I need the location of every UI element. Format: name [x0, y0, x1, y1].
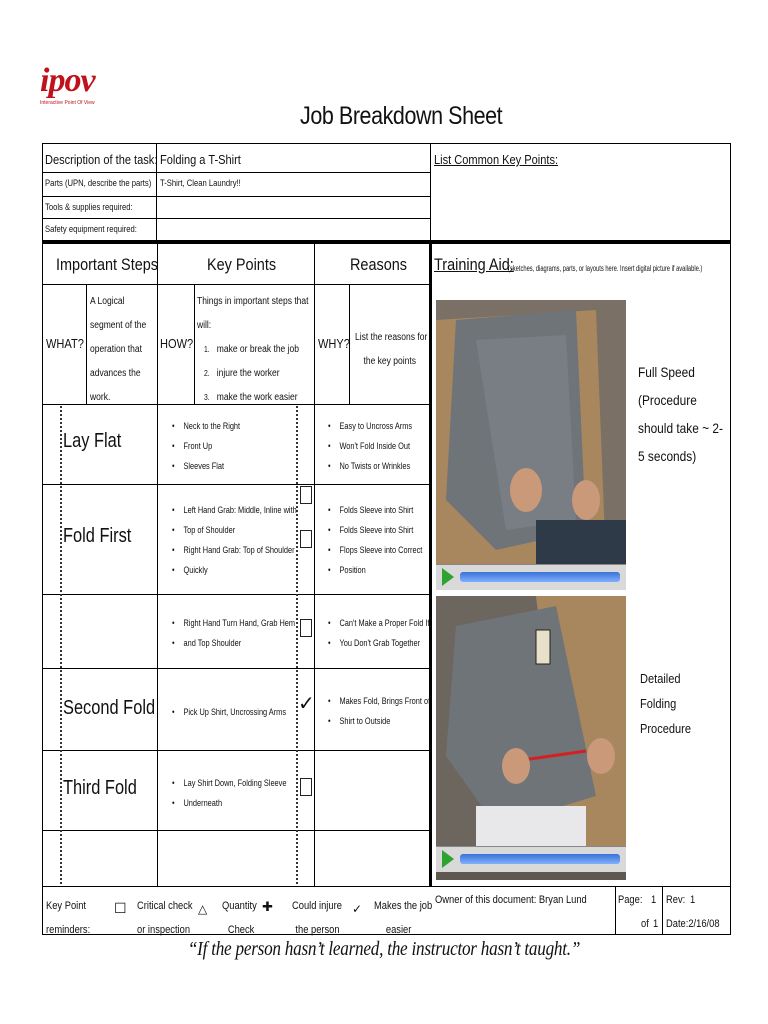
- tools-label: Tools & supplies required:: [45, 202, 133, 212]
- page-total: 1: [653, 918, 659, 930]
- page-title: Job Breakdown Sheet: [300, 102, 503, 130]
- step-name: Fold First: [63, 525, 132, 547]
- reason-continued: [328, 711, 430, 731]
- how-item-num: 3.: [204, 393, 210, 402]
- quantity-line: Check: [227, 924, 255, 936]
- logo-mark: ipov: [40, 62, 95, 99]
- ipov-logo: [40, 62, 95, 126]
- grid-line: [42, 143, 731, 144]
- parts-value: T-Shirt, Clean Laundry!!: [160, 178, 241, 188]
- critical-line: Critical check: [137, 900, 193, 912]
- makes-easier-label: [374, 894, 432, 942]
- task-description-label: Description of the task:: [45, 152, 158, 167]
- key-point: • Front Up: [172, 436, 240, 456]
- step-name: Third Fold: [63, 777, 137, 799]
- page-number: 1: [651, 894, 657, 906]
- reminders-line: reminders:: [46, 924, 91, 936]
- key-points-header: Key Points: [207, 255, 277, 274]
- rev-label: Rev:: [666, 894, 686, 906]
- play-icon[interactable]: [442, 850, 454, 868]
- quantity-check-label: [222, 894, 257, 942]
- key-points-list: [172, 773, 286, 813]
- video-full-speed[interactable]: [436, 300, 626, 590]
- how-item-text: make or break the job: [216, 344, 299, 355]
- reasons-header: Reasons: [350, 255, 408, 274]
- key-point-continued-text: Underneath: [183, 798, 223, 808]
- reason-continued: [328, 633, 430, 653]
- footer-quote: “If the person hasn’t learned, the instructor hasn’t taught.”: [187, 938, 581, 960]
- reason-continued-text: Position: [339, 565, 366, 575]
- why-desc-line: the key points: [363, 356, 416, 367]
- grid-line: [42, 284, 430, 285]
- grid-line: [42, 196, 430, 197]
- critical-check-box[interactable]: [300, 530, 312, 548]
- what-desc-line: work.: [90, 392, 111, 403]
- grid-line: [42, 886, 731, 887]
- how-item-text: make the work easier: [216, 392, 298, 403]
- common-key-points-label: List Common Key Points:: [434, 152, 559, 167]
- video-frame-image: [436, 300, 626, 564]
- reasons-list: [328, 416, 412, 476]
- quantity-check-symbol: △: [198, 902, 208, 916]
- step-name: Second Fold: [63, 697, 156, 719]
- reminders-line: Key Point: [46, 900, 87, 912]
- video-progress-bar[interactable]: [460, 854, 620, 864]
- rev-number: 1: [690, 894, 696, 906]
- how-item: [204, 386, 299, 410]
- easier-line: easier: [385, 924, 412, 936]
- grid-line: [42, 668, 430, 669]
- dotted-guide: [60, 406, 62, 884]
- grid-line: [615, 886, 616, 934]
- reason: • Makes Fold, Brings Front of: [328, 691, 430, 711]
- document-date: Date:2/16/08: [666, 918, 720, 930]
- how-item-num: 2.: [204, 369, 210, 378]
- how-item: [204, 362, 299, 386]
- video-caption: Full Speed (Procedure should take ~ 2-5 seconds): [638, 364, 724, 464]
- what-desc-line: advances the: [90, 368, 141, 379]
- critical-check-symbol: ☐: [114, 900, 127, 916]
- key-point-continued-text: and Top Shoulder: [183, 638, 242, 648]
- grid-line: [430, 143, 431, 243]
- key-point: • Lay Shirt Down, Folding Sleeve: [172, 773, 286, 793]
- how-desc-line: Things in important steps that: [197, 296, 309, 307]
- training-aid-note: (sketches, diagrams, parts, or layouts here. Insert digital picture if available.): [508, 264, 703, 273]
- makes-easier-check-mark: ✓: [298, 693, 315, 715]
- could-injure-label: [292, 894, 342, 942]
- how-desc-line: will:: [197, 320, 212, 331]
- key-points-list: [172, 500, 297, 580]
- video-caption: Detailed Folding Procedure: [640, 671, 691, 736]
- critical-check-box[interactable]: [300, 778, 312, 796]
- task-description-value: Folding a T-Shirt: [160, 152, 241, 167]
- why-label: WHY?: [318, 336, 350, 351]
- key-point: • Right Hand Turn Hand, Grab Hem: [172, 613, 295, 633]
- training-aid-label: Training Aid:: [434, 255, 514, 274]
- reason: • Flops Sleeve into Correct: [328, 540, 422, 560]
- reasons-list: [328, 691, 430, 731]
- video-detailed[interactable]: [436, 596, 626, 880]
- key-point-continued-text: Top of Shoulder: [183, 525, 236, 535]
- reason: • Can't Make a Proper Fold If: [328, 613, 430, 633]
- key-point: • Right Hand Grab: Top of Shoulder: [172, 540, 297, 560]
- grid-line: [730, 143, 731, 934]
- grid-line: [86, 284, 87, 404]
- key-point: • Left Hand Grab: Middle, Inline with: [172, 500, 297, 520]
- what-label: WHAT?: [46, 336, 84, 351]
- video-frame-image: [436, 596, 626, 846]
- grid-line: [42, 750, 430, 751]
- page-label: Page:: [618, 894, 643, 906]
- parts-label: Parts (UPN, describe the parts): [45, 178, 152, 188]
- key-point-reminders-label: [46, 894, 90, 942]
- quantity-line: Quantity: [222, 900, 257, 912]
- key-point-continued: [172, 793, 286, 813]
- key-point: • Neck to the Right: [172, 416, 240, 436]
- what-description: [90, 290, 146, 410]
- reasons-list: [328, 613, 430, 653]
- what-desc-line: A Logical: [90, 296, 125, 307]
- safety-label: Safety equipment required:: [45, 224, 137, 234]
- key-points-list: [172, 416, 240, 476]
- reason-continued: [328, 560, 422, 580]
- how-item: [204, 338, 299, 362]
- key-point-continued: [172, 520, 297, 540]
- how-item-num: 1.: [204, 345, 210, 354]
- grid-line: [429, 244, 432, 886]
- dotted-guide: [296, 406, 298, 884]
- reason: • Folds Sleeve into Shirt: [328, 500, 422, 520]
- key-point: • Quickly: [172, 560, 297, 580]
- grid-line: [42, 240, 731, 244]
- how-label: HOW?: [160, 336, 194, 351]
- reasons-list: [328, 500, 422, 580]
- grid-line: [194, 284, 195, 404]
- grid-line: [42, 143, 43, 934]
- video-progress-bar[interactable]: [460, 572, 620, 582]
- injure-line: Could injure: [292, 900, 342, 912]
- easier-line: Makes the job: [374, 900, 433, 912]
- why-description: [355, 326, 427, 374]
- key-point-continued: [172, 633, 295, 653]
- grid-line: [314, 244, 315, 886]
- reason: • Easy to Uncross Arms: [328, 416, 412, 436]
- makes-easier-symbol: ✓: [352, 902, 363, 916]
- key-point: • Sleeves Flat: [172, 456, 240, 476]
- critical-check-box[interactable]: [300, 619, 312, 637]
- key-points-list: [172, 702, 286, 722]
- grid-line: [42, 594, 430, 595]
- grid-line: [42, 830, 430, 831]
- how-item-text: injure the worker: [216, 368, 280, 379]
- critical-line: or inspection: [137, 924, 191, 936]
- how-list: [204, 338, 299, 410]
- key-points-list: [172, 613, 295, 653]
- reason: • Won't Fold Inside Out: [328, 436, 412, 456]
- of-label: of: [641, 918, 649, 930]
- what-desc-line: segment of the: [90, 320, 147, 331]
- grid-line: [662, 886, 663, 934]
- logo-tagline: Interactive Point Of View: [40, 100, 95, 106]
- reason-continued-text: You Don't Grab Together: [339, 638, 421, 648]
- reason: • Folds Sleeve into Shirt: [328, 520, 422, 540]
- why-desc-line: List the reasons for: [355, 332, 428, 343]
- grid-line: [42, 484, 430, 485]
- grid-line: [42, 172, 430, 173]
- reason: • No Twists or Wrinkles: [328, 456, 412, 476]
- critical-check-box[interactable]: [300, 486, 312, 504]
- important-steps-header: Important Steps: [56, 255, 159, 274]
- grid-line: [42, 218, 430, 219]
- how-description: [197, 290, 309, 338]
- what-desc-line: operation that: [90, 344, 142, 355]
- step-name: Lay Flat: [63, 430, 122, 452]
- grid-line: [157, 244, 158, 886]
- injury-symbol: ✚: [262, 899, 273, 914]
- key-point: • Pick Up Shirt, Uncrossing Arms: [172, 702, 286, 722]
- document-owner: Owner of this document: Bryan Lund: [435, 894, 587, 906]
- play-icon[interactable]: [442, 568, 454, 586]
- injure-line: the person: [295, 924, 340, 936]
- reason-continued-text: Shirt to Outside: [339, 716, 391, 726]
- critical-check-label: [137, 894, 193, 942]
